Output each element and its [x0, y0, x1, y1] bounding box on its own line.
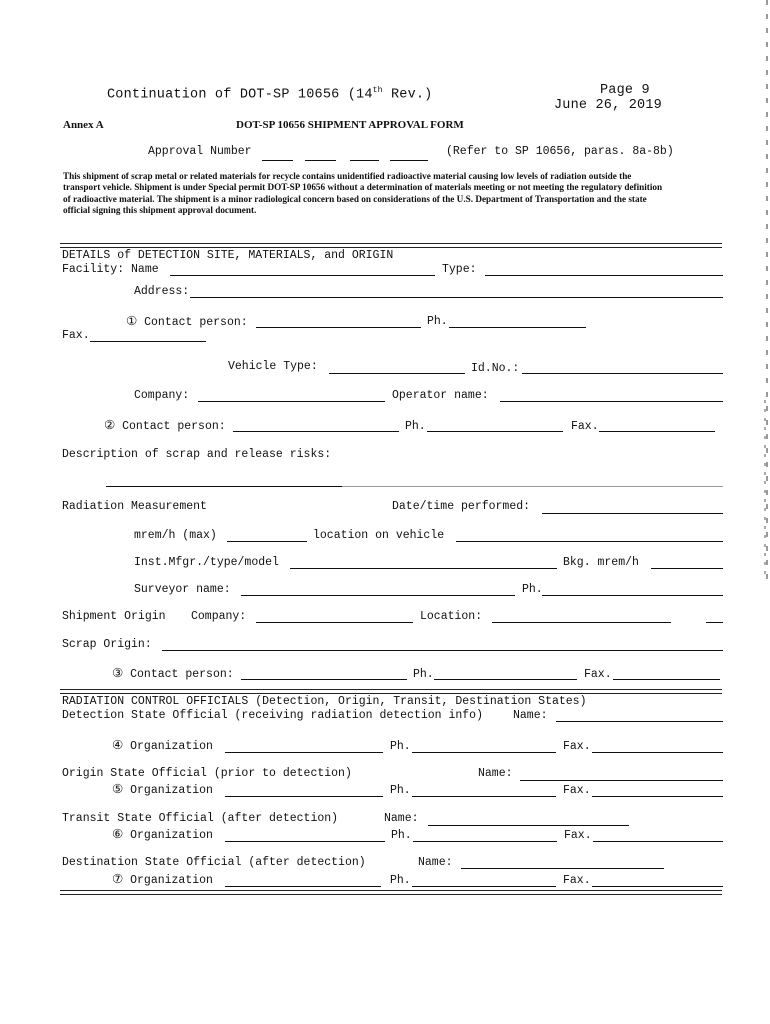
facility-type-field[interactable] [485, 275, 723, 276]
origin-organization-row [112, 782, 213, 798]
origin-phone-label: Ph. [390, 784, 411, 797]
transit-organization-row [112, 827, 213, 843]
destination-official-label: Destination State Official (after detection) [62, 856, 366, 869]
transit-official-name-field[interactable] [428, 825, 629, 826]
company-field[interactable] [198, 401, 385, 402]
destination-official-name-field[interactable] [461, 868, 664, 869]
contact-3-fax-label: Fax. [584, 668, 612, 681]
annex-label: Annex A [63, 119, 104, 131]
destination-fax-field[interactable] [592, 886, 723, 887]
approval-number-label: Approval Number [148, 145, 252, 158]
contact-2-fax-field[interactable] [599, 431, 715, 432]
operator-name-field[interactable] [500, 401, 723, 402]
origin-company-label: Company: [191, 610, 247, 623]
form-title: DOT-SP 10656 SHIPMENT APPROVAL FORM [236, 119, 464, 131]
intro-paragraph: This shipment of scrap metal or related materials for recycle contains unidentified radioactive material causing low levels of radiation outside the transport vehicle. Shipment is under Special permit DOT-SP 10656 without a determination of materials meeting or not meeting the regulatory definition of radioactive material. The shipment is a minor radiological concern based on considerations of the U.S. Department of Transportation and the state official signing this shipment approval document. [63, 171, 663, 215]
vehicle-type-label: Vehicle Type: [228, 360, 318, 373]
transit-official-name-label: Name: [384, 812, 419, 825]
officials-section-title: RADIATION CONTROL OFFICIALS (Detection, Origin, Transit, Destination States) [62, 695, 587, 708]
shipment-origin-label: Shipment Origin [62, 610, 166, 623]
detection-organization-row [112, 738, 213, 754]
origin-location-field-end[interactable] [706, 622, 723, 623]
origin-organization-field[interactable] [225, 796, 383, 797]
official-7-number-icon: ⑦ [112, 871, 124, 886]
instrument-model-label: Inst.Mfgr./type/model [134, 556, 279, 569]
contact-2-row [104, 418, 226, 434]
description-field-continued[interactable] [342, 486, 723, 487]
destination-organization-field[interactable] [225, 886, 381, 887]
continuation-text: Continuation of DOT-SP 10656 (14 [107, 87, 373, 103]
facility-type-label: Type: [442, 263, 477, 276]
transit-organization-field[interactable] [225, 841, 385, 842]
origin-organization-label: Organization [130, 784, 213, 797]
detection-phone-field[interactable] [412, 752, 556, 753]
approval-number-field-4[interactable] [390, 160, 428, 161]
detection-phone-label: Ph. [390, 740, 411, 753]
continuation-header [107, 84, 432, 103]
detection-organization-field[interactable] [225, 752, 383, 753]
contact-2-person-label: Contact person: [122, 420, 226, 433]
transit-official-label: Transit State Official (after detection) [62, 812, 339, 825]
contact-3-row [112, 666, 234, 682]
background-mrem-label: Bkg. mrem/h [563, 556, 639, 569]
transit-fax-label: Fax. [564, 829, 592, 842]
origin-official-name-label: Name: [478, 767, 513, 780]
contact-3-number-icon: ③ [112, 665, 124, 680]
location-on-vehicle-field[interactable] [456, 541, 723, 542]
section-divider [60, 243, 722, 248]
description-field[interactable] [106, 486, 342, 487]
detection-fax-field[interactable] [592, 752, 723, 753]
origin-location-field[interactable] [492, 622, 671, 623]
contact-2-number-icon: ② [104, 417, 116, 432]
origin-phone-field[interactable] [412, 796, 556, 797]
vehicle-id-label: Id.No.: [471, 362, 520, 375]
contact-1-number-icon: ① [126, 313, 138, 328]
destination-phone-field[interactable] [412, 886, 556, 887]
scrap-origin-field[interactable] [162, 650, 723, 651]
section-divider [60, 689, 722, 694]
mrem-max-field[interactable] [227, 541, 307, 542]
detection-official-label: Detection State Official (receiving radiation detection info) [62, 709, 483, 722]
surveyor-name-label: Surveyor name: [134, 583, 231, 596]
transit-organization-label: Organization [130, 829, 213, 842]
vehicle-id-field[interactable] [522, 373, 723, 374]
detection-official-name-label: Name: [513, 709, 548, 722]
contact-1-row [126, 314, 248, 330]
approval-number-field-2[interactable] [305, 160, 336, 161]
surveyor-name-field[interactable] [241, 595, 515, 596]
origin-company-field[interactable] [256, 622, 413, 623]
detection-organization-label: Organization [130, 740, 213, 753]
contact-1-fax-field[interactable] [90, 341, 206, 342]
mrem-max-label: mrem/h (max) [134, 529, 217, 542]
official-5-number-icon: ⑤ [112, 781, 124, 796]
origin-fax-field[interactable] [592, 796, 723, 797]
transit-phone-label: Ph. [391, 829, 412, 842]
origin-location-label: Location: [420, 610, 483, 623]
contact-1-fax-label: Fax. [62, 329, 90, 342]
contact-2-person-field[interactable] [233, 431, 399, 432]
contact-3-fax-field[interactable] [613, 679, 720, 680]
company-label: Company: [134, 389, 190, 402]
origin-official-label: Origin State Official (prior to detection) [62, 767, 352, 780]
destination-phone-label: Ph. [390, 874, 411, 887]
approval-number-field-3[interactable] [350, 160, 379, 161]
datetime-performed-field[interactable] [542, 513, 723, 514]
description-label: Description of scrap and release risks: [62, 448, 332, 461]
address-label: Address: [134, 285, 190, 298]
operator-name-label: Operator name: [392, 389, 489, 402]
revision-date: June 26, 2019 [554, 98, 662, 113]
vehicle-type-field[interactable] [329, 373, 465, 374]
location-on-vehicle-label: location on vehicle [313, 529, 445, 542]
official-6-number-icon: ⑥ [112, 826, 124, 841]
refer-paragraphs: (Refer to SP 10656, paras. 8a-8b) [446, 145, 674, 158]
contact-3-phone-field[interactable] [434, 679, 577, 680]
rev-end-text: Rev.) [382, 87, 433, 103]
origin-fax-label: Fax. [563, 784, 591, 797]
facility-name-field[interactable] [170, 275, 435, 276]
official-4-number-icon: ④ [112, 737, 124, 752]
page-number: Page 9 [600, 83, 650, 98]
datetime-performed-label: Date/time performed: [392, 500, 531, 513]
contact-2-fax-label: Fax. [571, 420, 599, 433]
section-divider [60, 890, 722, 895]
surveyor-phone-label: Ph. [522, 583, 543, 596]
rev-superscript: th [372, 86, 383, 95]
instrument-model-field[interactable] [290, 568, 557, 569]
address-field[interactable] [190, 297, 723, 298]
contact-2-phone-label: Ph. [405, 420, 426, 433]
contact-3-phone-label: Ph. [413, 668, 434, 681]
origin-official-name-field[interactable] [520, 780, 723, 781]
scan-edge-artifact [764, 400, 766, 580]
contact-3-person-label: Contact person: [130, 668, 234, 681]
scan-edge-artifact [766, 0, 768, 580]
approval-number-field-1[interactable] [262, 160, 293, 161]
destination-official-name-label: Name: [418, 856, 453, 869]
scrap-origin-label: Scrap Origin: [62, 638, 152, 651]
surveyor-phone-field[interactable] [542, 595, 723, 596]
destination-fax-label: Fax. [563, 874, 591, 887]
transit-fax-field[interactable] [593, 841, 723, 842]
contact-1-phone-field[interactable] [449, 327, 586, 328]
contact-1-person-field[interactable] [256, 327, 421, 328]
detection-official-name-field[interactable] [556, 721, 723, 722]
contact-1-phone-label: Ph. [427, 315, 448, 328]
contact-2-phone-field[interactable] [427, 431, 563, 432]
detection-fax-label: Fax. [563, 740, 591, 753]
contact-1-person-label: Contact person: [144, 316, 248, 329]
background-mrem-field[interactable] [651, 568, 723, 569]
contact-3-person-field[interactable] [241, 679, 407, 680]
details-section-title: DETAILS of DETECTION SITE, MATERIALS, and ORIGIN [62, 249, 394, 262]
facility-name-label: Facility: Name [62, 263, 159, 276]
destination-organization-row [112, 872, 213, 888]
radiation-measurement-label: Radiation Measurement [62, 500, 207, 513]
destination-organization-label: Organization [130, 874, 213, 887]
transit-phone-field[interactable] [413, 841, 557, 842]
